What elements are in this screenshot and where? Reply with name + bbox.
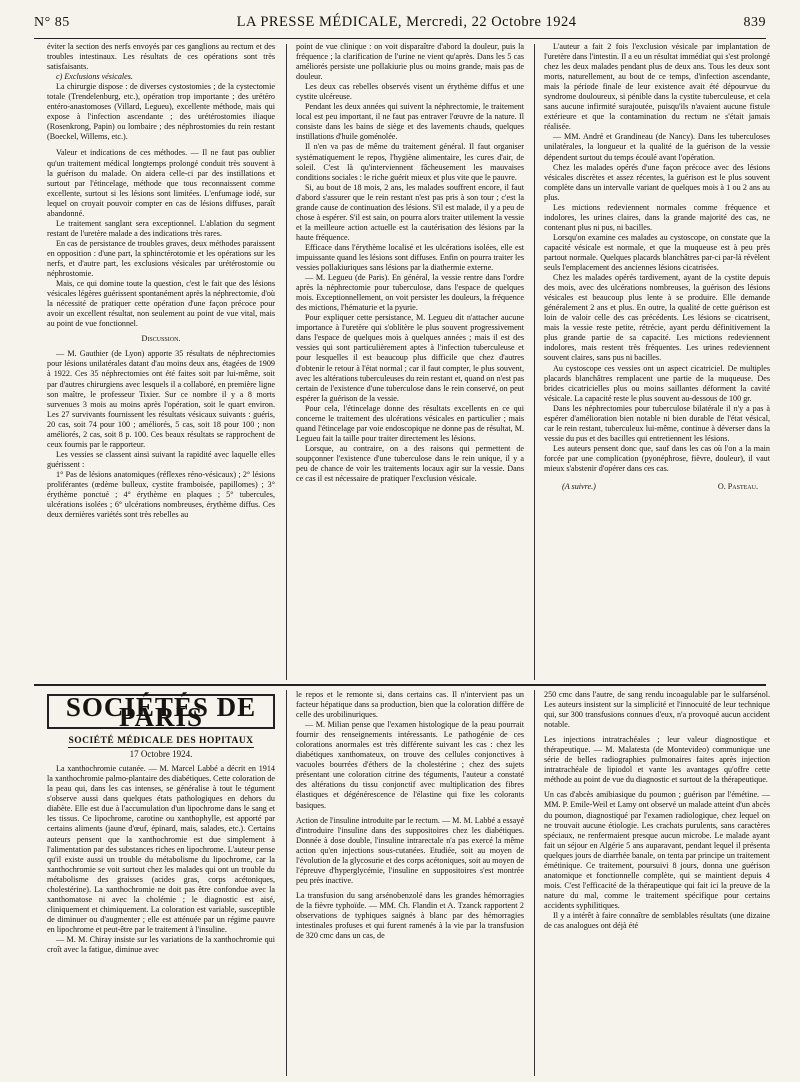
paragraph: Il n'en va pas de même du traitement général. Il faut organiser systématiquement le repos, l'hygiène alimentaire, les cures d'air, de soleil. C'est là qu'interviennent fâcheusement les mauvaises conditions sociales : le riche guérit mieux et plus vite que le pauvre. bbox=[296, 142, 524, 182]
column-rule bbox=[534, 690, 535, 1076]
paragraph: L'auteur a fait 2 fois l'exclusion vésicale par implantation de l'uretère dans l'intestin. Il a eu un résultat immédiat qui s'est prolongé chez les deux malades pendant plus de deux ans. Tous les deux sont morts, naturellement, au bout de ce temps, d'infection ascendante, mais la période finale de leur existence avait été dépourvue du syndrome douloureux, si pénible dans la cystite tuberculeuse, et cela sans aucune infirmité surajoutée, puisqu'ils n'avaient aucune fistule extérieure et que la contamination du rectum ne s'était jamais réalisée. bbox=[544, 42, 770, 132]
journal-title: LA PRESSE MÉDICALE, Mercredi, 22 Octobre 1924 bbox=[236, 14, 577, 30]
paragraph: Il y a intérêt à faire connaître de semblables résultats (une dizaine de cas analogues ont déjà été bbox=[544, 910, 770, 931]
paragraph: Efficace dans l'érythème localisé et les ulcérations isolées, elle est impuissante quand les lésions sont diffuses. Enfin on pourra traiter les vessies pollakiuriques sans lésions par la diathermie externe. bbox=[296, 242, 524, 273]
page-header bbox=[34, 14, 766, 38]
society-name bbox=[47, 736, 275, 746]
discussion-heading: Discussion. bbox=[141, 334, 181, 344]
paragraph: Pour cela, l'étincelage donne des résultats excellents en ce qui concerne le traitement des ulcérations vésicales en particulier ; mais quand l'étincelage par voie endoscopique ne donne pas de résultat, M. Legueu fait la taille pour traiter directement les lésions. bbox=[296, 403, 524, 443]
header-rule bbox=[34, 38, 766, 39]
paragraph: Si, au bout de 18 mois, 2 ans, les malades souffrent encore, il faut d'abord s'assurer que le rein restant n'est pas pris à son tour ; c'est la grande cause de continuation des lésions. S'il est malade, il y a peu de chose à espérer. S'il est sain, on pourra alors traiter utilement la vessie et la meilleure action actuelle est la cautérisation des lésions par la haute fréquence. bbox=[296, 182, 524, 242]
paragraph: — M. M. Chiray insiste sur les variations de la xanthochromie qui croît avec la fatigue, diminue avec bbox=[47, 934, 275, 955]
paragraph: Valeur et indications de ces méthodes. — Il ne faut pas oublier qu'un traitement médical longtemps prolongé conduit très souvent à la guérison du malade. On aidera celle-ci par des instillations et surtout par l'étincelage, méthode que tous reconnaissent comme excellente, surtout si les lésions sont limitées. L'enfumage iodé, sur lequel on croyait pouvoir compter en cas de lésions diffuses, paraît abandonné. bbox=[47, 148, 275, 218]
issue-number: N° 85 bbox=[34, 15, 70, 30]
paragraph: Le traitement sanglant sera exceptionnel. L'ablation du segment restant de l'uretère malade a des indications très rares. bbox=[47, 218, 275, 238]
article-signature bbox=[544, 482, 770, 492]
article-column-1 bbox=[47, 42, 275, 680]
session-date: 17 Octobre 1924. bbox=[129, 749, 193, 760]
paragraph: Dans les néphrectomies pour tuberculose bilatérale il n'y a pas à espérer d'amélioration bien notable ni bien durable de l'état vésical, car le rein restant, tuberculeux lui-même, continue à déverser dans la vessie du pus et des bacilles qui entretiennent les lésions. bbox=[544, 403, 770, 443]
paragraph: Les deux cas rebelles observés visent un érythème diffus et une cystite ulcéreuse. bbox=[296, 82, 524, 102]
paragraph: Les auteurs pensent donc que, sauf dans les cas où l'on a la main forcée par une complication (pyonéphrose, fièvre, douleur), il vaut mieux s'abstenir d'opérer dans ces cas. bbox=[544, 443, 770, 473]
paragraph: 1° Pas de lésions anatomiques (réflexes réno-vésicaux) ; 2° lésions proliférantes (œdème bulleux, cystite framboisée, papillomes) ; 3° érythème ponctué ; 4° érythème en plaques ; 5° tubercules, ulcérations isolées ; 6° ulcérations nombreuses, érythème diffus. Ces deux dernières variétés sont très rebelles au bbox=[47, 469, 275, 520]
column-rule bbox=[286, 690, 287, 1076]
paragraph: — MM. André et Grandineau (de Nancy). Dans les tuberculoses unilatérales, la longueur et la qualité de la guérison de la vessie dépendent surtout du temps écoulé avant l'opération. bbox=[544, 132, 770, 162]
communication: Un cas d'abcès amibiasique du poumon ; guérison par l'émétine. — MM. P. Emile-Weil et Lamy ont observé un malade atteint d'un abcès du poumon, diagnostiqué par l'examen radiologique, chez lequel on ne trouvait aucune étiologie. Les crachats purulents, sans caractères spéciaux, ne renfermaient presque aucun microbe. Le malade ayant fait un séjour en Algérie 5 ans auparavant, pendant lequel il présenta quelques jours de diarrhée banale, on tenta par principe un traitement émétinique. Ce traitement, poursuivi 8 jours, donna une guérison anatomique et fonctionnelle complète, qui se maintient depuis 4 mois. C'est l'efficacité de la thérapeutique qui fait ici la preuve de la nature du mal, comme le traitement spécifique pour certains accidents syphilitiques. bbox=[544, 790, 770, 910]
paragraph: le repos et le remonte si, dans certains cas. Il n'intervient pas un facteur hépatique dans sa production, bien que la coloration diffère de celle des urobilinuriques. bbox=[296, 690, 524, 720]
section-title: SOCIÉTÉS DE PARIS bbox=[47, 694, 275, 729]
communication: La transfusion du sang arsénobenzolé dans les grandes hémorragies de la fièvre typhoïde. — MM. Ch. Flandin et A. Tzanck rapportent 2 observations de typhiques saignés à blanc par des hémorragies intestinales profuses et qui furent ramenés à la vie par la transfusion de 320 cmc dans un cas, de bbox=[296, 890, 524, 941]
section-separator bbox=[34, 684, 766, 686]
paragraph: Au cystoscope ces vessies ont un aspect cicatriciel. De multiples placards blanchâtres remplacent une partie de la muqueuse. Des brides cicatricielles plus ou moins saillantes déforment la cavité vésicale. La capacité reste le plus souvent au-dessous de 100 gr. bbox=[544, 363, 770, 403]
communication: Les injections intratrachéales ; leur valeur diagnostique et thérapeutique. — M. Malatesta (de Montevideo) communique une série de belles radiographies pulmonaires faites après injection intratrachéale de lipiodol et vante les avantages qu'offre cette méthode au point de vue du diagnostic et surtout de la thérapeutique. bbox=[544, 735, 770, 785]
communication: Action de l'insuline introduite par le rectum. — M. M. Labbé a essayé d'introduire l'insuline dans des suppositoires chez les diabétiques. Donnée à dose double, l'insuline intrarectale n'a pas exercé la même action qu'en injections sous-cutanées. Etudiée, soit au moyen de l'évolution de la glycosurie et des corps acétoniques, soit au moyen de l'épreuve d'hyperglycémie, l'insuline en suppositoires s'est montrée peu près inactive. bbox=[296, 815, 524, 885]
societes-column-2 bbox=[296, 690, 524, 1076]
paragraph: La chirurgie dispose : de diverses cystostomies ; de la cystectomie totale (Trendelenburg, etc.), opération trop importante ; des urétéro entéro-anastomoses (Villard, Legueu), excellente méthode, mais qui expose à l'infection ascendante ; des urétérostomies iliaque (Rosenkrong, Papin) ou lombaire ; des néphrostomies du rein restant (Boeckel, Willems, etc.). bbox=[47, 82, 275, 142]
to-be-continued: (A suivre.) bbox=[562, 482, 596, 492]
paragraph: Les mictions redeviennent normales comme fréquence et indolores, les urines claires, dans la grande majorité des cas, ne contenant plus ni pus, ni bacilles. bbox=[544, 202, 770, 232]
paragraph: Mais, ce qui domine toute la question, c'est le fait que des lésions vésicales légères guérissent spontanément après la néphrectomie, d'où la nécessité de pratiquer cette opération d'une façon précoce pour avoir un excellent résultat, non seulement au point de vue vital, mais au point de vue fonctionnel. bbox=[47, 279, 275, 329]
paragraph: Lorsque, au contraire, on a des raisons qui permettent de soupçonner l'existence d'une tuberculose dans le rein unique, il y a peu de chance de voir les traitements locaux agir sur la vessie. Dans ce cas il est nécessaire de pratiquer l'exclusion vésicale. bbox=[296, 443, 524, 484]
paragraph: Chez les malades opérés tardivement, ayant de la cystite depuis des mois, avec des ulcérations nombreuses, la guérison des lésions vésicales est beaucoup plus lente à se produire. Elle demande généralement 2 ans et plus. En outre, la qualité de cette guérison est loin de valoir celle des cas précédents. Les lésions se cicatrisent, mais la vessie reste petite, rétrécie, ayant perdu définitivement la plus grande partie de sa capacité. Les mictions redeviennent indolores, mais restent très fréquentes. Les urines redeviennent souvent claires, sans pus ni bacilles. bbox=[544, 273, 770, 363]
paragraph: — M. Milian pense que l'examen histologique de la peau pourrait fournir des renseignements intéressants. Le pathogénie de ces colorations anormales est très différente suivant les cas : chez les diabétiques xanthomateux, on trouve des cellules conjonctives à vacuoles bourrées d'éthers de la cholestérine ; chez des sujets présentant une coloration citrine des téguments, l'auteur a constaté des altérations du tissu conjonctif avec multiplication des fibres élastiques et dégénérescence de l'élastine qui fixe les colorants basiques. bbox=[296, 720, 524, 810]
societes-column-1 bbox=[47, 688, 275, 1076]
paragraph: Pour expliquer cette persistance, M. Legueu dit n'attacher aucune importance à l'uretère qui s'oblitère le plus souvent progressivement dans l'espace de quelques mois à quelques années ; mais il est des vessies qui sont particulièrement aptes à l'infection tuberculeuse et pour lesquelles il est beaucoup plus difficile que chez d'autres d'obtenir le retour à l'état normal ; car il faut compter, le plus souvent, avec les altérations tuberculeuses du rein restant et, quand on n'est pas certain de l'existence d'une tuberculose dans le rein conservé, on peut espérer la guérison de la vessie. bbox=[296, 313, 524, 403]
paragraph: point de vue clinique : on voit disparaître d'abord la douleur, puis la fréquence ; la clarification de l'urine ne vient qu'après. Dans les 5 cas améliorés persiste une pollakiurie plus ou moins grande, mais pas de douleur. bbox=[296, 42, 524, 82]
paragraph: Les vessies se classent ainsi suivant la rapidité avec laquelle elles guérissent : bbox=[47, 449, 275, 469]
paragraph: — M. Legueu (de Paris). En général, la vessie rentre dans l'ordre après la néphrectomie pour tuberculose, dans l'espace de quelques mois. Exceptionnellement, on voit persister les douleurs, la fréquence des mictions, l'hématurie et la pyurie. bbox=[296, 273, 524, 313]
societes-column-3 bbox=[544, 690, 770, 1076]
paragraph: Chez les malades opérés d'une façon précoce avec des lésions vésicales discrètes et assez récentes, la guérison est le plus souvent complète dans un intervalle variant de quelques mois à 1 ou 2 ans au plus. bbox=[544, 162, 770, 202]
subheading: c) Exclusions vésicales. bbox=[56, 72, 133, 82]
paragraph: Lorsqu'on examine ces malades au cystoscope, on constate que la capacité vésicale est normale, et que la muqueuse est à peu près partout normale. Quelques placards blanchâtres par-ci par-là révèlent seuls l'emplacement des anciennes lésions cicatrisées. bbox=[544, 232, 770, 273]
paragraph: — M. Gauthier (de Lyon) apporte 35 résultats de néphrectomies pour lésions unilatérales datant d'au moins deux ans, étagées de 1909 à 1922. Ces 35 néphrectomies ont été faites soit par lui-même, soit par d'autres chirurgiens avec lesquels il a collaboré, en première ligne son maître, le professeur Tixier. Sur ce nombre il y a 8 morts survenues 3 mois au moins après l'opération, soit le quart environ. Les 27 survivants fournissent les résultats vésicaux suivants : guéris, 20 cas, soit 74 pour 100 ; améliorés, 5 cas, soit 18 pour 100 ; non améliorés, 2 cas, soit 8 p. 100. Ces beaux résultats se rapprochent de ceux fournis par le rapporteur. bbox=[47, 349, 275, 449]
society-name-text: SOCIÉTÉ MÉDICALE DES HOPITAUX bbox=[68, 736, 254, 747]
page-number: 839 bbox=[743, 15, 766, 30]
column-rule bbox=[286, 44, 287, 680]
paragraph: 250 cmc dans l'autre, de sang rendu incoagulable par le sulfarsénol. Les auteurs insistent sur la simplicité et l'innocuité de leur technique qui, sur 300 transfusions connues d'eux, n'a provoqué aucun accident notable. bbox=[544, 690, 770, 730]
paragraph: En cas de persistance de troubles graves, deux méthodes paraissent en opposition : d'une part, la sphinctérotomie et les opérations sur les nerfs, et d'autre part, les exclusions vésicales par urétérostomie ou néphrostomie. bbox=[47, 238, 275, 279]
paragraph: La xanthochromie cutanée. — M. Marcel Labbé a décrit en 1914 la xanthochromie palmo-plantaire des diabétiques. Cette coloration de la peau qui, dans les cas intenses, se généralise à tout le tégument s'observe aussi dans quelques états pathologiques en dehors du diabète. Elle est due à l'accumulation d'un lipochrome dans le sang et les tissus. Ce lipochrome, carotine ou xanthophylle, est apporté par certains aliments (jaune d'œuf, épinard, mais, salades, etc.). Certains auteurs pensent que la xanthochromie est due simplement à l'alimentation par des substances riches en lipochrome. L'auteur pense qu'il existe aussi un trouble du métabolisme du lipochrome, car la xanthochromie se voit surtout chez les malades qui ont un trouble du métabolisme des graisses (acides gras, corps acétoniques, cholestérine). La xanthochromie ne doit pas être confondue avec la xanthomatose ni avec la cholémie ; le diagnostic est aisé, cliniquement et chimiquement. La coloration est variable, susceptible de diminuer ou d'augmenter ; elle est atténuée par un régime pauvre en lipochrome et peut-être par le traitement à l'insuline. bbox=[47, 764, 275, 934]
article-column-2 bbox=[296, 42, 524, 680]
paragraph: Pendant les deux années qui suivent la néphrectomie, le traitement local est peu important, il ne faut pas entraver l'œuvre de la nature. Il consiste dans les bains de siège et des lavements chauds, quelques instillations d'huile goménolée. bbox=[296, 102, 524, 142]
author-name: O. Pasteau. bbox=[717, 482, 758, 492]
column-rule bbox=[534, 44, 535, 680]
paragraph: éviter la section des nerfs envoyés par ces ganglions au rectum et des troubles intestinaux. Les résultats de ces opérations sont très satisfaisants. bbox=[47, 42, 275, 72]
article-column-3 bbox=[544, 42, 770, 680]
